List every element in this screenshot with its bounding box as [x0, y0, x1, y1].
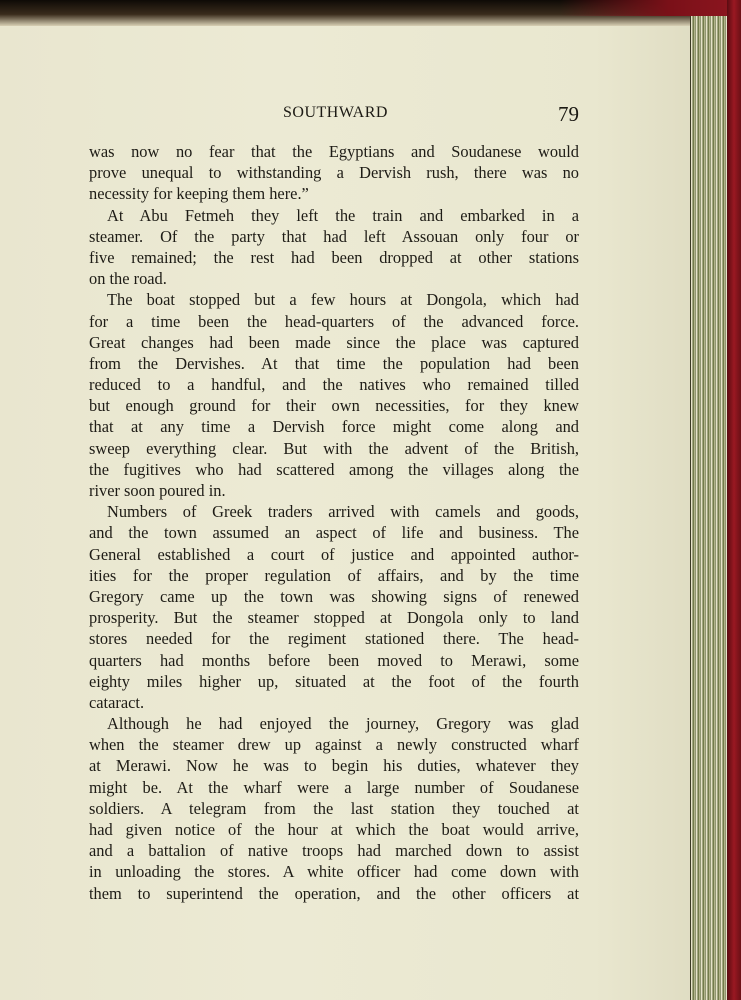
- text-line: sweep everything clear. But with the advent of the British,: [89, 438, 579, 458]
- text-line: prosperity. But the steamer stopped at Dongola only to land: [89, 608, 579, 628]
- text-line: necessity for keeping them here.”: [89, 184, 309, 204]
- text-line: was now no fear that the Egyptians and Soudanese would: [89, 142, 579, 161]
- text-line: Great changes had been made since the place was captured: [89, 332, 579, 352]
- text-line: that at any time a Dervish force might come along and: [89, 417, 579, 437]
- running-title: SOUTHWARD: [283, 104, 388, 121]
- text-line: Although he had enjoyed the journey, Gregory was glad: [107, 714, 579, 734]
- text-line: for a time been the head-quarters of the advanced force.: [89, 311, 579, 331]
- cover-top-edge: [560, 0, 741, 16]
- text-line: eighty miles higher up, situated at the foot of the fourth: [89, 671, 579, 691]
- text-line: soldiers. A telegram from the last station they touched at: [89, 798, 579, 818]
- text-line: in unloading the stores. A white officer had come down with: [89, 862, 579, 882]
- text-line: reduced to a handful, and the natives who remained tilled: [89, 375, 579, 395]
- text-line: ities for the proper regulation of affairs, and by the time: [89, 565, 579, 585]
- text-line: and a battalion of native troops had marched down to assist: [89, 841, 579, 861]
- text-line: Numbers of Greek traders arrived with camels and goods,: [107, 502, 579, 522]
- running-head: [0, 104, 700, 128]
- body-text: [89, 141, 579, 904]
- text-line: Gregory came up the town was showing signs of renewed: [89, 586, 579, 606]
- text-line: the fugitives who had scattered among the villages along the: [89, 459, 579, 479]
- text-line: river soon poured in.: [89, 481, 226, 500]
- text-line: but enough ground for their own necessities, for they knew: [89, 396, 579, 416]
- text-line: At Abu Fetmeh they left the train and embarked in a: [107, 205, 579, 225]
- text-line: had given notice of the hour at which the boat would arrive,: [89, 820, 579, 839]
- text-line: prove unequal to withstanding a Dervish rush, there was no: [89, 163, 579, 183]
- text-line: on the road.: [89, 269, 167, 289]
- text-line: them to superintend the operation, and the other officers at: [89, 883, 579, 903]
- text-line: and the town assumed an aspect of life and business. The: [89, 523, 579, 543]
- page-number: 79: [558, 102, 579, 126]
- text-line: quarters had months before been moved to Merawi, some: [89, 650, 579, 670]
- text-line: The boat stopped but a few hours at Dongola, which had: [107, 290, 579, 310]
- text-line: when the steamer drew up against a newly constructed wharf: [89, 735, 579, 755]
- text-line: five remained; the rest had been dropped at other stations: [89, 247, 579, 267]
- text-line: steamer. Of the party that had left Assouan only four or: [89, 226, 579, 246]
- text-line: stores needed for the regiment stationed there. The head-: [89, 629, 579, 649]
- text-line: might be. At the wharf were a large number of Soudanese: [89, 777, 579, 797]
- text-line: from the Dervishes. At that time the population had been: [89, 353, 579, 373]
- text-line: cataract.: [89, 692, 145, 712]
- page-edges: [690, 10, 731, 1000]
- text-line: at Merawi. Now he was to begin his duties, whatever they: [89, 756, 579, 776]
- text-line: General established a court of justice and appointed author-: [89, 544, 579, 564]
- book-cover-edge: [727, 0, 741, 1000]
